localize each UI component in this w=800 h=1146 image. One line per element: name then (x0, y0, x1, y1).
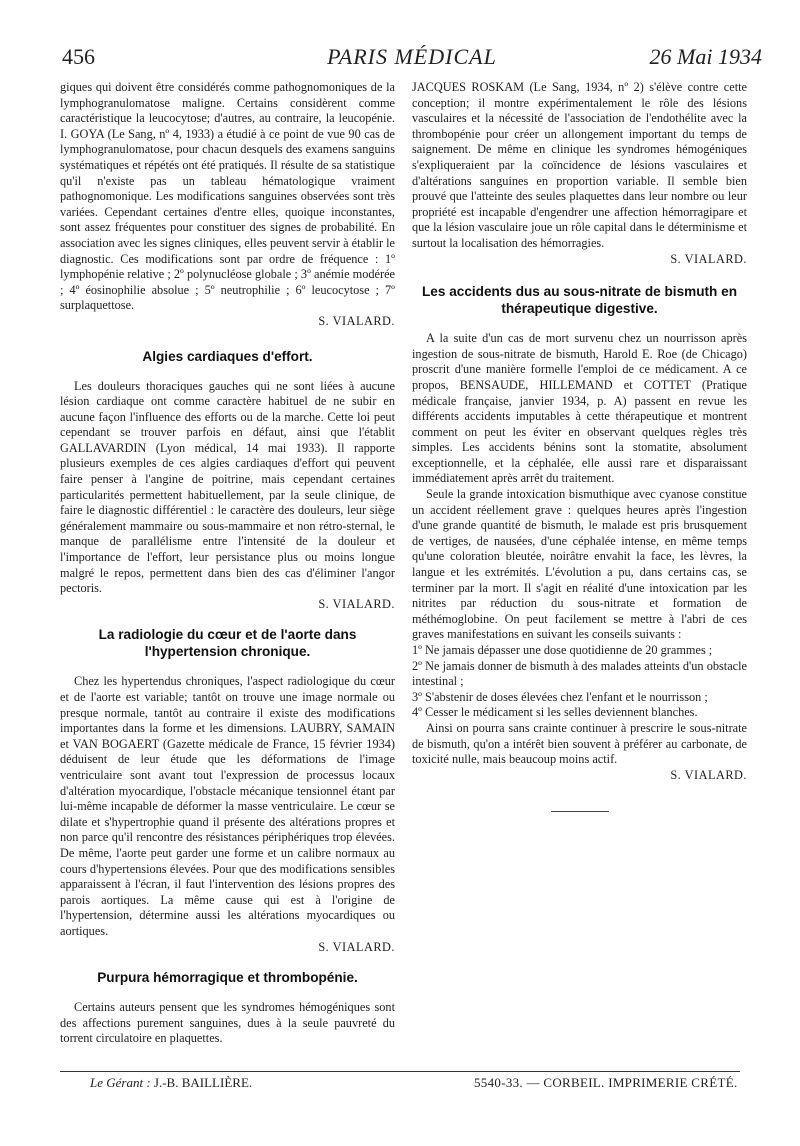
advice-item: 4º Cesser le médicament si les selles deviennent blanches. (412, 705, 698, 720)
journal-title: PARIS MÉDICAL (327, 44, 497, 69)
article-title: Algies cardiaques d'effort. (142, 348, 313, 364)
article-paragraph: Chez les hypertendus chroniques, l'aspect radiologique du cœur et de l'aorte est variable; tantôt on trouve une image normale ou presque normale, tantôt au contraire il existe des modifications importantes dans la forme et les dimensions. LAUBRY, SAMAIN et VAN BOGAERT (Gazette médicale de France, 15 février 1934) déduisent de leur étude que les déformations de l'image ventriculaire sont avant tout l'expression de processus locaux d'altération myocardique, l'obstacle mécanique tensionnel étant par lui-même incapable de déformer la masse ventriculaire. Le cœur se dilate et s'hypertrophie quand il présente des altérations propres et non parce qu'il rencontre des résistances périphériques trop élevées. De même, l'aorte peut garder une forme et un calibre normaux au cours d'hypertensions élevées. Pour que des modifications sensibles apparaissent à l'écran, il faut l'intervention des lésions propres des parois aortiques. La même cause qui est à l'origine de l'hypertension, détermine aussi les altérations myocardiques ou aortiques. (60, 674, 395, 938)
page-header (62, 44, 762, 78)
article-signature: S. VIALARD. (318, 313, 395, 328)
page-number: 456 (62, 44, 95, 69)
article-title: Purpura hémorragique et thrombopénie. (97, 970, 358, 986)
section-divider (551, 811, 609, 812)
article-bismuth (412, 283, 747, 812)
article-purpura-continuation (412, 80, 747, 267)
right-column (412, 80, 747, 812)
article-signature: S. VIALARD. (318, 596, 395, 611)
article-paragraph: A la suite d'un cas de mort survenu chez un nourrisson après ingestion de sous-nitrate de bismuth, Harold E. Roe (de Chicago) proscrit d'une manière formelle l'emploi de ce médicament. A ce propos, BENSAUDE, HILLEMAND et COTTET (Pratique médicale française, janvier 1934, p. A) passent en revue les différents accidents imputables à cette thérapeutique et montrent comment on peut les éviter en observant quelques règles très simples. Les accidents bénins sont la stomatite, absolument exceptionnelle, et la céphalée, elle aussi rare et disparaissant immédiatement après arrêt du traitement. (412, 331, 747, 486)
article-title: Les accidents dus au sous-nitrate de bismuth en thérapeutique digestive. (422, 284, 737, 317)
issue-date: 26 Mai 1934 (649, 44, 762, 69)
article-signature: S. VIALARD. (670, 767, 747, 782)
article-paragraph: Seule la grande intoxication bismuthique avec cyanose constitue un accident réellement grave : quelques heures après l'ingestion d'une grande quantité de bismuth, le malade est pris brusquement de vertiges, de nausées, d'une céphalée intense, en même temps qu'une coloration bleutée, noirâtre envahit la face, les lèvres, la langue et les extrémités. L'évolution a pu, dans certains cas, se terminer par la mort. Il s'agit en réalité d'une intoxication par les nitrites par réduction du sous-nitrate et formation de méthémoglobine. On peut facilement se mettre à l'abri de ces graves manifestations en suivant les conseils suivants : (412, 487, 747, 642)
article-purpura (60, 969, 395, 1047)
article-title: La radiologie du cœur et de l'aorte dans l'hypertension chronique. (98, 627, 357, 660)
left-column (60, 80, 395, 1047)
article-signature: S. VIALARD. (318, 939, 395, 954)
footer-gerant (90, 1075, 252, 1091)
advice-item: 3º S'abstenir de doses élevées chez l'enfant et le nourrisson ; (412, 689, 708, 704)
gerant-label: Le Gérant : (90, 1075, 151, 1090)
article-paragraph: Certains auteurs pensent que les syndromes hémogéniques sont des affections purement sanguines, dues à la seule pauvreté du torrent circulatoire en plaquettes. (60, 1000, 395, 1046)
article-algies (60, 348, 395, 613)
article-lymphogranulomatose-continuation (60, 80, 395, 330)
article-paragraph: Ainsi on pourra sans crainte continuer à prescrire le sous-nitrate de bismuth, qu'on a intérêt bien souvent à préférer au carbonate, de toxicité nulle, mais beaucoup moins actif. (412, 720, 747, 767)
gerant-name: J.-B. BAILLIÈRE. (153, 1075, 253, 1090)
advice-item: 2º Ne jamais donner de bismuth à des malades atteints d'un obstacle intestinal ; (412, 658, 747, 689)
article-signature: S. VIALARD. (670, 251, 747, 266)
article-radiologie (60, 626, 395, 955)
article-paragraph: JACQUES ROSKAM (Le Sang, 1934, nº 2) s'élève contre cette conception; il montre expérimentalement le rôle des lésions vasculaires et la nécessité de l'association de l'endothélite avec la thrombopénie pour créer un allongement important du temps de saignement. De même en clinique les syndromes hémogéniques s'expliqueraient par la coïncidence de lésions vasculaires et d'altérations sanguines en proportion variable. Il semble bien prouvé que l'atteinte des seules plaquettes dans leur nombre ou leur propriété est incapable d'engendrer une affection hémorragipare et que la lésion vasculaire joue un rôle capital dans le déterminisme et surtout la localisation des hémorragies. (412, 80, 747, 250)
article-paragraph: Les douleurs thoraciques gauches qui ne sont liées à aucune lésion cardiaque ont comme caractère habituel de ne subir en aucune façon l'influence des efforts ou de la marche. Cette loi peut cependant se trouver parfois en défaut, ainsi que l'établit GALLAVARDIN (Lyon médical, 14 mai 1933). Il rapporte plusieurs exemples de ces algies cardiaques d'effort qui peuvent faire penser à l'angine de poitrine, mais cependant certaines particularités permettent habituellement, par la seule clinique, de faire le diagnostic différentiel : le caractère des douleurs, leur siège généralement mammaire ou sous-mammaire et non rétro-sternal, le manque de parallélisme entre l'intensité de la douleur et l'importance de l'effort, leur persistance plus ou moins longue malgré le repos, permettent dans bien des cas d'éliminer l'angor pectoris. (60, 378, 395, 596)
advice-item: 1º Ne jamais dépasser une dose quotidienne de 20 grammes ; (412, 643, 713, 657)
footer-divider (60, 1071, 740, 1072)
footer-printer: 5540-33. — CORBEIL. IMPRIMERIE CRÉTÉ. (474, 1075, 738, 1090)
article-paragraph: giques qui doivent être considérés comme pathognomoniques de la lymphogranulomatose maligne. Certains considèrent comme caractéristique la leucocytose; d'autres, au contraire, la leucopénie. I. GOYA (Le Sang, nº 4, 1933) a étudié à ce point de vue 90 cas de lymphogranulomatose, pour chacun desquels des examens sanguins systématiques et répétés ont été pratiqués. Il résulte de sa statistique qu'il n'existe pas un tableau hématologique vraiment pathognomonique. Les modifications sanguines observées sont très variées. Cependant certaines d'entre elles, quoique inconstantes, sont assez fréquentes pour constituer des signes de probabilité. En association avec les signes cliniques, elles peuvent servir à établir le diagnostic. Ces modifications sont par ordre de fréquence : 1º lymphopénie relative ; 2º polynucléose globale ; 3º anémie modérée ; 4º éosinophilie absolue ; 5º neutrophilie ; 6º leucocytose ; 7º surplaquettose. (60, 80, 395, 313)
